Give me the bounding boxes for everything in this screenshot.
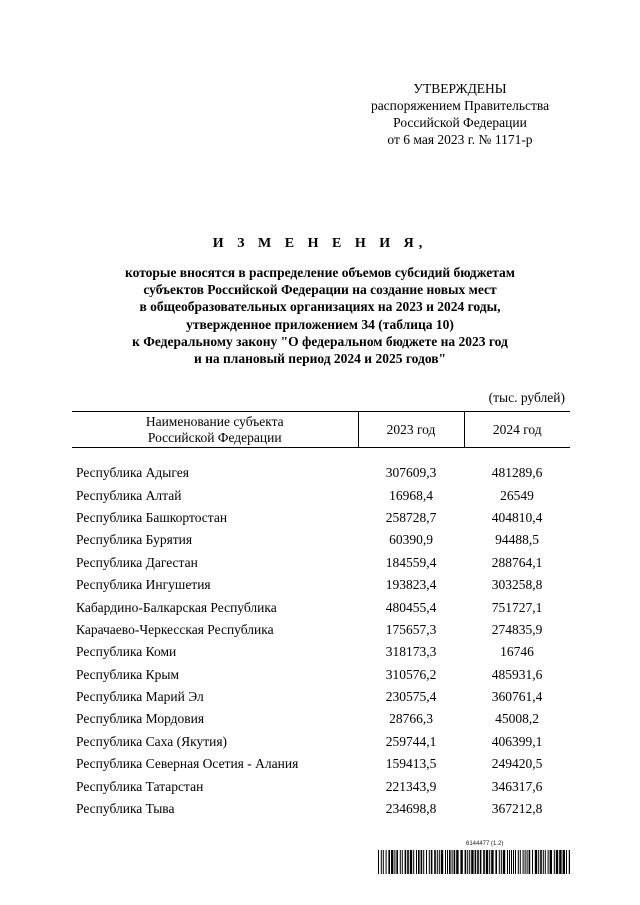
subsidy-table [72, 411, 570, 820]
barcode-bar [402, 850, 403, 874]
barcode-bar [489, 850, 490, 874]
barcode-bar [400, 850, 401, 874]
table-row [72, 552, 570, 574]
value-2023-cell: 310576,2 [385, 666, 437, 682]
barcode-bar [523, 850, 524, 874]
barcode-bar [467, 850, 468, 874]
barcode-bar [426, 850, 427, 874]
barcode-bar [527, 850, 528, 874]
subtitle-line-4: утвержденное приложением 34 (таблица 10) [186, 316, 454, 332]
table-row [72, 484, 570, 506]
document-subtitle [60, 264, 580, 367]
region-name-cell: Республика Башкортостан [76, 509, 228, 525]
barcode-bar [431, 850, 433, 874]
value-2023-cell: 258728,7 [385, 509, 437, 525]
value-2023-cell: 28766,3 [389, 711, 433, 727]
table-row [72, 686, 570, 708]
region-name-cell: Республика Татарстан [76, 778, 204, 794]
barcode-bar [388, 850, 390, 874]
barcode-bar [378, 850, 379, 874]
barcode-bar [559, 850, 561, 874]
barcode-bar [386, 850, 387, 874]
value-2024-cell: 404810,4 [491, 509, 543, 525]
region-name-cell: Карачаево-Черкесская Республика [76, 621, 274, 637]
region-name-cell: Республика Тыва [76, 801, 175, 817]
value-2024-cell: 274835,9 [491, 621, 543, 637]
subtitle-line-6: и на плановый период 2024 и 2025 годов" [193, 351, 447, 367]
value-2024-cell: 94488,5 [495, 532, 539, 548]
region-name-cell: Республика Крым [76, 666, 180, 682]
barcode-bar [454, 850, 456, 874]
barcode-bar [475, 850, 477, 874]
barcode-bar [548, 850, 549, 874]
value-2023-cell: 234698,8 [385, 801, 437, 817]
barcode-bar [486, 850, 488, 874]
barcode-bar [566, 850, 567, 874]
barcode-bar [471, 850, 473, 874]
barcode-bar [501, 850, 502, 874]
barcode-bar [429, 850, 430, 874]
barcode-bar [416, 850, 417, 874]
table-row [72, 798, 570, 820]
barcode-bar [513, 850, 514, 874]
value-2024-cell: 406399,1 [491, 733, 543, 749]
value-2024-cell: 16746 [500, 644, 534, 660]
value-2023-cell: 175657,3 [385, 621, 437, 637]
table-row [72, 708, 570, 730]
approval-line-date: от 6 мая 2023 г. № 1171-р [387, 132, 533, 147]
barcode-bar [509, 850, 510, 874]
barcode-bar [396, 850, 398, 874]
table-spacer [72, 448, 570, 463]
value-2024-cell: 360761,4 [491, 689, 543, 705]
barcode-bar [545, 850, 546, 874]
barcode-bar [483, 850, 485, 874]
table-row [72, 507, 570, 529]
barcode-bar [449, 850, 451, 874]
barcode-bar [460, 850, 462, 874]
value-2023-cell: 480455,4 [385, 599, 437, 615]
header-region-name: Наименование субъекта Российской Федерации [72, 412, 358, 448]
table-row [72, 596, 570, 618]
barcode-bar [532, 850, 533, 874]
approval-block [350, 80, 570, 148]
value-2023-cell: 307609,3 [385, 465, 437, 481]
barcode-bar [511, 850, 512, 874]
barcode-bar [515, 850, 516, 874]
barcode-bar [383, 850, 384, 874]
barcode-bar [569, 850, 570, 874]
value-2024-cell: 346317,6 [491, 778, 543, 794]
barcode-bar [554, 850, 555, 874]
table-row [72, 529, 570, 551]
subtitle-line-3: в общеобразовательных организациях на 2023 и 2024 годы, [139, 299, 501, 315]
barcode-bar [550, 850, 552, 874]
value-2024-cell: 288764,1 [491, 554, 543, 570]
table-row [72, 641, 570, 663]
barcode-bar [441, 850, 443, 874]
barcode-bar [439, 850, 440, 874]
value-2023-cell: 159413,5 [385, 756, 437, 772]
table-row [72, 574, 570, 596]
value-2024-cell: 481289,6 [491, 465, 543, 481]
value-2024-cell: 26549 [500, 487, 534, 503]
region-name-cell: Республика Дагестан [76, 554, 198, 570]
region-name-cell: Республика Бурятия [76, 532, 193, 548]
barcode-bar [499, 850, 500, 874]
barcode-bar [437, 850, 438, 874]
barcode-image [378, 850, 570, 874]
region-name-cell: Республика Северная Осетия - Алания [76, 756, 299, 772]
value-2024-cell: 485931,6 [491, 666, 543, 682]
table-row [72, 664, 570, 686]
barcode-label: 6144477 (1.2) [466, 841, 504, 847]
region-name-cell: Республика Мордовия [76, 711, 205, 727]
barcode-bar [540, 850, 542, 874]
barcode-bar [407, 850, 409, 874]
region-name-cell: Республика Алтай [76, 487, 182, 503]
approval-line-federation: Российской Федерации [393, 115, 527, 130]
barcode-bar [418, 850, 420, 874]
value-2024-cell: 45008,2 [495, 711, 539, 727]
barcode-bar [538, 850, 539, 874]
value-2023-cell: 16968,4 [389, 487, 433, 503]
region-name-cell: Республика Адыгея [76, 465, 189, 481]
barcode-bar [423, 850, 424, 874]
barcode-bar [469, 850, 470, 874]
header-2024: 2024 год [464, 412, 570, 448]
region-name-cell: Республика Марий Эл [76, 689, 204, 705]
barcode-bar [520, 850, 521, 874]
region-name-cell: Республика Коми [76, 644, 177, 660]
subtitle-line-2: субъектов Российской Федерации на создание новых мест [143, 282, 497, 298]
barcode-bar [381, 850, 382, 874]
document-title: И З М Е Н Е Н И Я, [212, 236, 428, 251]
barcode-bar [525, 850, 526, 874]
value-2023-cell: 221343,9 [385, 778, 437, 794]
subtitle-line-1: которые вносятся в распределение объемов субсидий бюджетам [125, 265, 515, 280]
barcode-bar [447, 850, 448, 874]
barcode-bar [391, 850, 393, 874]
barcode-bar [535, 850, 537, 874]
value-2024-cell: 303258,8 [491, 577, 543, 593]
barcode-bar [491, 850, 493, 874]
region-name-cell: Республика Ингушетия [76, 577, 211, 593]
value-2023-cell: 230575,4 [385, 689, 437, 705]
barcode-bar [405, 850, 407, 874]
barcode-bar [507, 850, 508, 874]
approval-title: УТВЕРЖДЕНЫ [413, 81, 507, 96]
barcode-bar [480, 850, 482, 874]
value-2023-cell: 259744,1 [385, 733, 437, 749]
barcode-bar [452, 850, 453, 874]
header-2023: 2023 год [358, 412, 464, 448]
barcode-bar [410, 850, 412, 874]
table-row [72, 731, 570, 753]
barcode-bar [413, 850, 414, 874]
table-row [72, 619, 570, 641]
value-2024-cell: 367212,8 [491, 801, 543, 817]
value-2023-cell: 318173,3 [385, 644, 437, 660]
barcode-bar [445, 850, 446, 874]
barcode-bar [518, 850, 519, 874]
barcode-bar [477, 850, 479, 874]
barcode-bar [456, 850, 458, 874]
table-row [72, 462, 570, 484]
barcode-bar [434, 850, 436, 874]
value-2024-cell: 249420,5 [491, 756, 543, 772]
barcode-bar [465, 850, 467, 874]
table-header-row [72, 412, 570, 448]
region-name-cell: Кабардино-Балкарская Республика [76, 599, 277, 615]
value-2023-cell: 60390,9 [389, 532, 433, 548]
barcode-bar [529, 850, 531, 874]
barcode-bar [495, 850, 497, 874]
value-2024-cell: 751727,1 [491, 599, 543, 615]
table-row [72, 775, 570, 797]
value-2023-cell: 193823,4 [385, 577, 437, 593]
subtitle-line-5: к Федеральному закону "О федеральном бюджете на 2023 год [132, 333, 508, 349]
barcode-bar [421, 850, 423, 874]
value-2023-cell: 184559,4 [385, 554, 437, 570]
barcode-bar [563, 850, 565, 874]
table-row [72, 753, 570, 775]
barcode-bar [394, 850, 395, 874]
units-label: (тыс. рублей) [488, 390, 565, 405]
barcode-bar [556, 850, 558, 874]
barcode-bar [503, 850, 505, 874]
barcode-bar [543, 850, 544, 874]
approval-line-order: распоряжением Правительства [370, 98, 550, 113]
region-name-cell: Республика Саха (Якутия) [76, 733, 228, 749]
